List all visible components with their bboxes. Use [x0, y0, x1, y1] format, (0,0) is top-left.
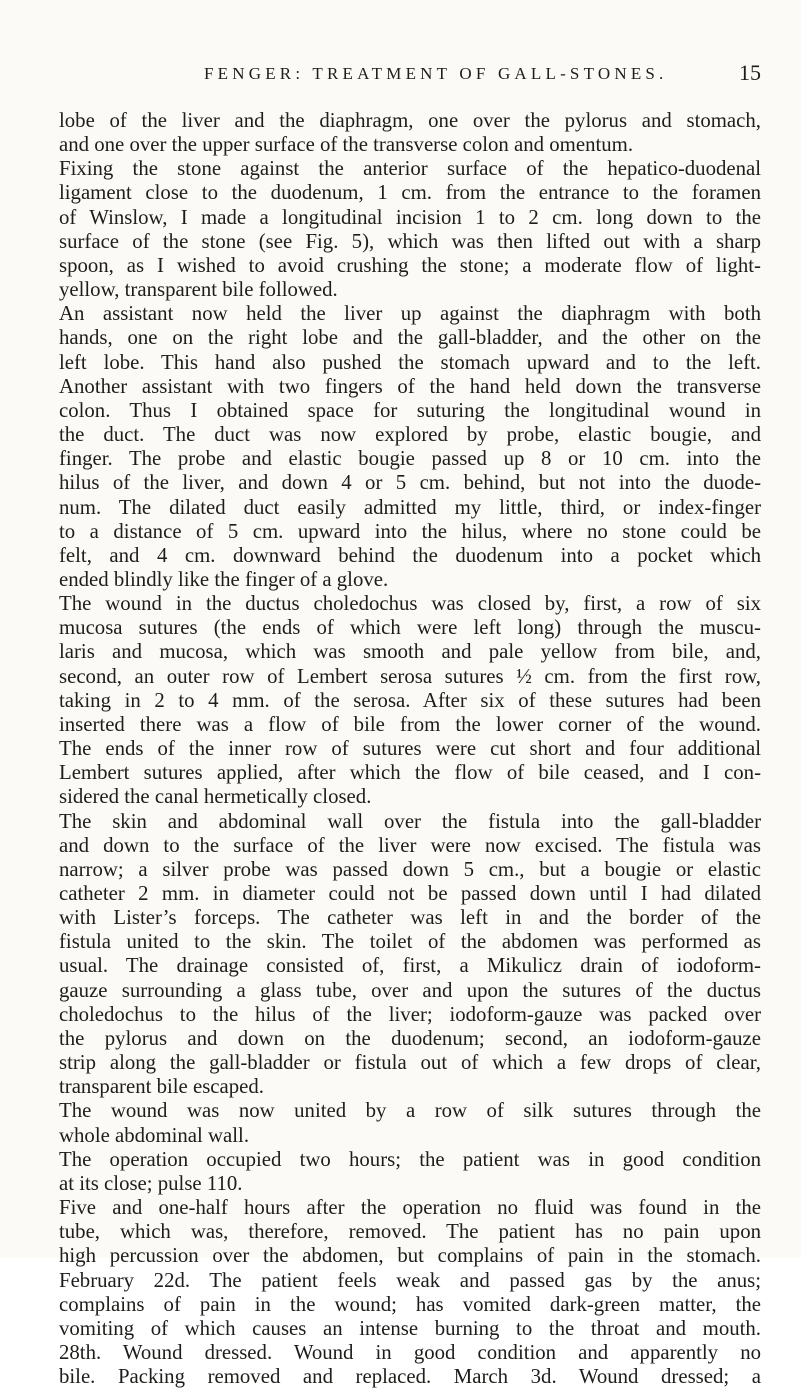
- text-line: Five and one-half hours after the operation no fluid was found in the: [59, 1196, 761, 1220]
- text-line: The wound was now united by a row of silk sutures through the: [59, 1099, 761, 1123]
- text-line: with Lister’s forceps. The catheter was left in and the border of the: [59, 906, 761, 930]
- running-title: FENGER: TREATMENT OF GALL-STONES.: [204, 64, 668, 83]
- text-line: and one over the upper surface of the transverse colon and omentum.: [59, 133, 634, 157]
- text-line: at its close; pulse 110.: [59, 1171, 243, 1195]
- text-line: Another assistant with two fingers of the hand held down the transverse: [59, 374, 761, 398]
- page-number: 15: [739, 60, 761, 85]
- text-line: second, an outer row of Lembert serosa sutures ½ cm. from the first row,: [59, 664, 761, 688]
- text-line: mucosa sutures (the ends of which were left long) through the muscu-: [59, 616, 761, 640]
- text-line: inserted there was a flow of bile from the lower corner of the wound.: [59, 712, 761, 736]
- text-line: The wound in the ductus choledochus was closed by, first, a row of six: [59, 592, 761, 616]
- text-line: transparent bile escaped.: [59, 1075, 264, 1099]
- text-line: The ends of the inner row of sutures were cut short and four additional: [59, 737, 761, 761]
- text-line: vomiting of which causes an intense burning to the throat and mouth.: [59, 1316, 761, 1340]
- text-line: narrow; a silver probe was passed down 5 cm., but a bougie or elastic: [59, 857, 761, 881]
- text-line: hilus of the liver, and down 4 or 5 cm. behind, but not into the duode-: [59, 471, 761, 495]
- text-line: February 22d. The patient feels weak and passed gas by the anus;: [59, 1268, 761, 1292]
- text-line: laris and mucosa, which was smooth and pale yellow from bile, and,: [59, 640, 761, 664]
- text-line: felt, and 4 cm. downward behind the duodenum into a pocket which: [59, 543, 761, 567]
- text-line: complains of pain in the wound; has vomited dark-green matter, the: [59, 1292, 761, 1316]
- text-line: 28th. Wound dressed. Wound in good condition and apparently no: [59, 1340, 761, 1364]
- text-line: to a distance of 5 cm. upward into the hilus, where no stone could be: [59, 519, 761, 543]
- text-line: bile. Packing removed and replaced. March 3d. Wound dressed; a: [59, 1365, 761, 1389]
- text-line: finger. The probe and elastic bougie passed up 8 or 10 cm. into the: [59, 447, 761, 471]
- text-line: The operation occupied two hours; the patient was in good condition: [59, 1147, 761, 1171]
- text-line: hands, one on the right lobe and the gall-bladder, and the other on the: [59, 326, 761, 350]
- text-line: the pylorus and down on the duodenum; second, an iodoform-gauze: [59, 1026, 761, 1050]
- text-line: ended blindly like the finger of a glove.: [59, 567, 389, 591]
- text-line: colon. Thus I obtained space for suturing the longitudinal wound in: [59, 398, 761, 422]
- text-line: tube, which was, therefore, removed. The patient has no pain upon: [59, 1220, 761, 1244]
- text-line: lobe of the liver and the diaphragm, one over the pylorus and stomach,: [59, 109, 761, 132]
- text-line: left lobe. This hand also pushed the stomach upward and to the left.: [59, 350, 761, 374]
- text-line: of Winslow, I made a longitudinal incision 1 to 2 cm. long down to the: [59, 205, 761, 229]
- text-line: The skin and abdominal wall over the fistula into the gall-bladder: [59, 809, 761, 833]
- text-line: num. The dilated duct easily admitted my little, third, or index-finger: [59, 495, 761, 519]
- text-line: Fixing the stone against the anterior surface of the hepatico-duodenal: [59, 157, 761, 181]
- text-line: taking in 2 to 4 mm. of the serosa. After six of these sutures had been: [59, 688, 761, 712]
- text-line: whole abdominal wall.: [59, 1123, 250, 1147]
- text-line: gauze surrounding a glass tube, over and upon the sutures of the ductus: [59, 978, 761, 1002]
- text-line: surface of the stone (see Fig. 5), which was then lifted out with a sharp: [59, 229, 761, 253]
- text-line: choledochus to the hilus of the liver; iodoform-gauze was packed over: [59, 1002, 761, 1026]
- text-line: yellow, transparent bile followed.: [59, 278, 338, 302]
- text-line: sidered the canal hermetically closed.: [59, 785, 372, 809]
- text-line: the duct. The duct was now explored by probe, elastic bougie, and: [59, 423, 761, 447]
- text-line: and down to the surface of the liver were now excised. The fistula was: [59, 833, 761, 857]
- text-line: high percussion over the abdomen, but complains of pain in the stomach.: [59, 1244, 761, 1268]
- text-line: fistula united to the skin. The toilet of the abdomen was performed as: [59, 930, 761, 954]
- text-line: catheter 2 mm. in diameter could not be passed down until I had dilated: [59, 882, 761, 905]
- text-line: Lembert sutures applied, after which the flow of bile ceased, and I con-: [59, 761, 761, 785]
- text-line: spoon, as I wished to avoid crushing the stone; a moderate flow of light-: [59, 253, 761, 277]
- running-head: [60, 60, 761, 90]
- text-line: ligament close to the duodenum, 1 cm. from the entrance to the foramen: [59, 181, 761, 205]
- text-line: strip along the gall-bladder or fistula out of which a few drops of clear,: [59, 1051, 761, 1075]
- body-text: [59, 109, 761, 1389]
- text-line: An assistant now held the liver up against the diaphragm with both: [59, 302, 761, 326]
- text-line: usual. The drainage consisted of, first, a Mikulicz drain of iodoform-: [59, 954, 761, 978]
